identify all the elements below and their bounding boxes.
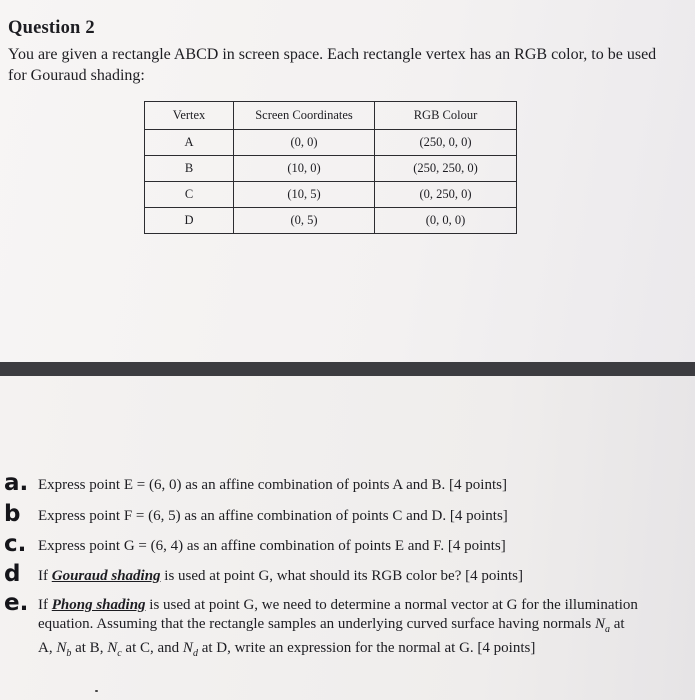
cell-vertex: D (145, 208, 234, 234)
term-phong-shading: Phong shading (51, 597, 146, 613)
part-d-text (38, 567, 638, 586)
part-c-marker: c. (4, 531, 27, 557)
part-a-text: Express point E = (6, 0) as an affine combination of points A and B. [4 points] (38, 477, 507, 493)
cell-vertex: C (145, 182, 234, 208)
normal-c: $N_c$ (107, 640, 122, 659)
part-e-end: at D, write an expression for the normal at G. [4 points] (201, 640, 536, 656)
stray-mark (95, 690, 98, 692)
part-e-marker: e. (4, 590, 29, 616)
part-e-text (38, 596, 638, 663)
part-e-mid: is used at point G, we need to determine a normal vector at G for the illumination equation. Assuming that the rectangle samples an underlying curved surface having normals (38, 597, 638, 632)
part-d-post: is used at point G, what should its RGB color be? [4 points] (164, 568, 524, 584)
header-screen-coordinates: Screen Coordinates (234, 102, 375, 130)
cell-rgb: (0, 0, 0) (375, 208, 517, 234)
table-row (145, 182, 517, 208)
part-e-at-b: at B, (75, 640, 104, 656)
question-intro: You are given a rectangle ABCD in screen space. Each rectangle vertex has an RGB color, to be used for Gouraud shading: (8, 46, 657, 84)
question-title: Question 2 (8, 18, 95, 38)
header-vertex: Vertex (145, 102, 234, 130)
part-b-marker: b (4, 501, 21, 527)
cell-rgb: (250, 250, 0) (375, 156, 517, 182)
header-rgb-colour: RGB Colour (375, 102, 517, 130)
table-row (145, 156, 517, 182)
part-e-at-c: at C, and (125, 640, 180, 656)
part-a-marker: a. (4, 470, 29, 496)
normal-b: $N_b$ (56, 640, 72, 659)
vertex-table (144, 101, 517, 234)
part-d-marker: d (4, 561, 21, 587)
cell-rgb: (250, 0, 0) (375, 130, 517, 156)
part-c-text: Express point G = (6, 4) as an affine combination of points E and F. [4 points] (38, 538, 506, 554)
table-row (145, 208, 517, 234)
normal-a: $N_a$ (594, 616, 610, 635)
table-header-row (145, 102, 517, 130)
cell-coordinates: (0, 0) (234, 130, 375, 156)
cell-rgb: (0, 250, 0) (375, 182, 517, 208)
part-e-pre: If (38, 597, 48, 613)
page-divider (0, 362, 695, 376)
cell-coordinates: (10, 5) (234, 182, 375, 208)
part-e-at-a: at A, (38, 616, 625, 656)
cell-vertex: B (145, 156, 234, 182)
cell-vertex: A (145, 130, 234, 156)
table-row (145, 130, 517, 156)
part-b-text: Express point F = (6, 5) as an affine combination of points C and D. [4 points] (38, 508, 508, 524)
normal-d: $N_d$ (182, 640, 198, 659)
cell-coordinates: (0, 5) (234, 208, 375, 234)
term-gouraud-shading: Gouraud shading (51, 568, 161, 584)
part-d-pre: If (38, 568, 48, 584)
cell-coordinates: (10, 0) (234, 156, 375, 182)
